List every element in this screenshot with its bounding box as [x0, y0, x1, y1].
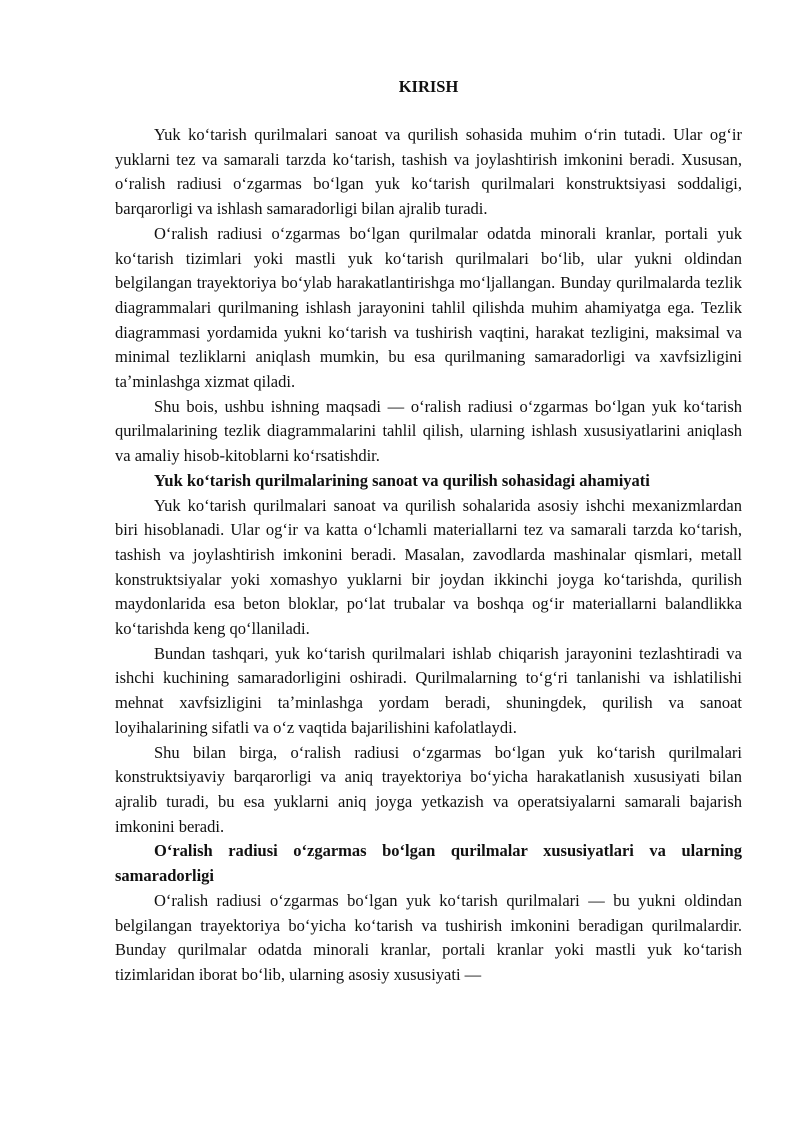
section-heading: Oʻralish radiusi oʻzgarmas boʻlgan qurilmalar xususiyatlari va ularning samaradorligi — [115, 841, 742, 886]
body-paragraph: Shu bilan birga, oʻralish radiusi oʻzgarmas boʻlgan yuk koʻtarish qurilmalari konstruktsiyaviy barqarorligi va aniq trayektoriya boʻyicha harakatlanish xususiyati bilan ajralib turadi, bu esa yuklarni aniq joyga yetkazish va operatsiyalarni samarali bajarish imkonini beradi. — [115, 742, 742, 836]
body-paragraph: Shu bois, ushbu ishning maqsadi — oʻralish radiusi oʻzgarmas boʻlgan yuk koʻtarish qurilmalarining tezlik diagrammalarini tahlil qilish, ularning ishlash xususiyatlarini aniqlash va amaliy hisob-kitoblarni koʻrsatishdir. — [115, 396, 742, 466]
body-paragraph: Oʻralish radiusi oʻzgarmas boʻlgan yuk koʻtarish qurilmalari — bu yukni oldindan belgilangan trayektoriya boʻyicha koʻtarish va tushirish imkonini beradigan qurilmalardir. Bunday qurilmalar odatda minorali kranlar, portali kranlar yoki mastli yuk koʻtarish tizimlaridan iborat boʻlib, ularning asosiy xususiyati — — [115, 890, 742, 984]
body-paragraph: Yuk koʻtarish qurilmalari sanoat va qurilish sohalarida asosiy ishchi mexanizmlardan biri hisoblanadi. Ular ogʻir va katta oʻlchamli materiallarni tez va samarali tarzda koʻtarish, tashish va joylashtirish imkonini beradi. Masalan, zavodlarda mashinalar qismlari, metall konstruktsiyalar yoki xomashyo yuklarni bir joydan ikkinchi joyga koʻtarishda, qurilish maydonlarida esa beton bloklar, poʻlat trubalar va boshqa ogʻir materiallarni balandlikka koʻtarishda keng qoʻllaniladi. — [115, 495, 742, 639]
body-paragraph: Oʻralish radiusi oʻzgarmas boʻlgan qurilmalar odatda minorali kranlar, portali yuk koʻtarish tizimlari yoki mastli yuk koʻtarish qurilmalari boʻlib, ular yukni oldindan belgilangan trayektoriya boʻylab harakatlantirishga moʻljallangan. Bunday qurilmalarda tezlik diagrammalari qurilmaning ishlash jarayonini tahlil qilishda muhim ahamiyatga ega. Tezlik diagrammasi yordamida yukni koʻtarish va tushirish vaqtini, harakat tezligini, maksimal va minimal tezliklarni aniqlash mumkin, bu esa qurilmaning samaradorligi va xavfsizligini taʼminlashga xizmat qiladi. — [115, 223, 742, 392]
section-heading: Yuk koʻtarish qurilmalarining sanoat va qurilish sohasidagi ahamiyati — [154, 470, 650, 490]
page-title: KIRISH — [398, 77, 459, 96]
body-paragraph: Bundan tashqari, yuk koʻtarish qurilmalari ishlab chiqarish jarayonini tezlashtiradi va ishchi kuchining samaradorligini oshiradi. Qurilmalarning toʻgʻri tanlanishi va ishlatilishi mehnat xavfsizligini taʼminlashga yordam beradi, shuningdek, qurilish va sanoat loyihalarining sifatli va oʻz vaqtida bajarilishini kafolatlaydi. — [115, 643, 742, 737]
body-paragraph: Yuk koʻtarish qurilmalari sanoat va qurilish sohasida muhim oʻrin tutadi. Ular ogʻir yuklarni tez va samarali tarzda koʻtarish, tashish va joylashtirish imkonini beradi. Xususan, oʻralish radiusi oʻzgarmas boʻlgan yuk koʻtarish qurilmalari konstruktsiyasi soddaligi, barqarorligi va ishlash samaradorligi bilan ajralib turadi. — [115, 125, 742, 219]
